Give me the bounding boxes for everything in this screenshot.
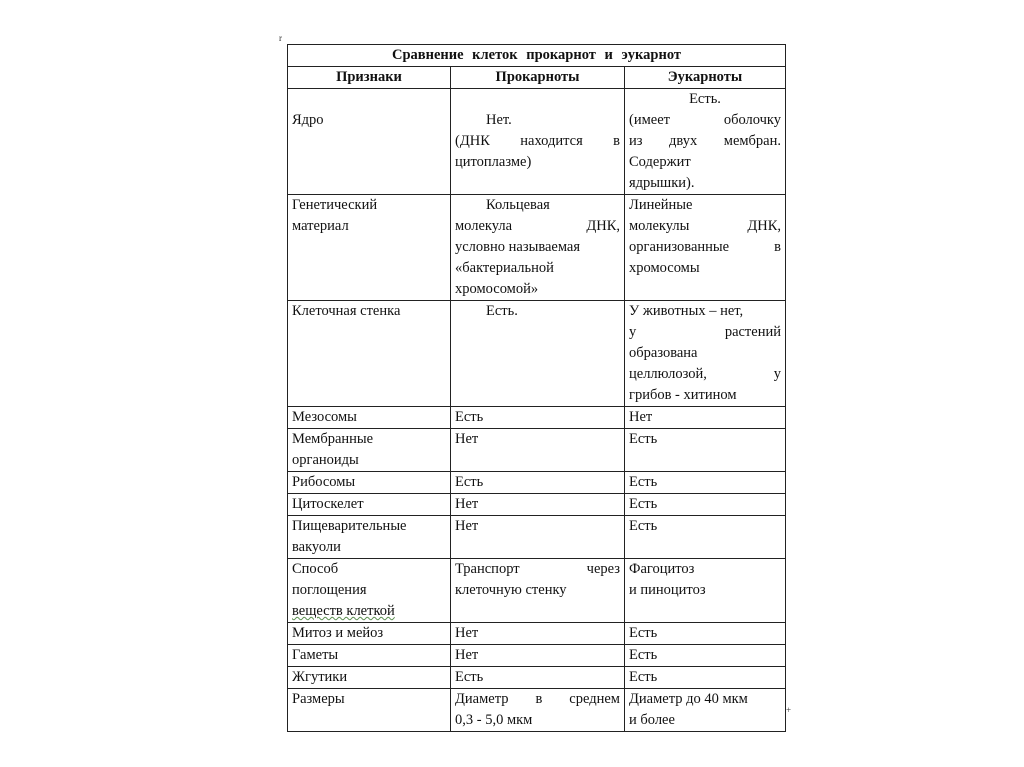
eukaryotes-text: Содержит [629, 154, 691, 170]
prokaryotes-cell [451, 89, 625, 195]
table-row [288, 516, 786, 559]
feature-text: Пищеварительные [292, 518, 407, 534]
eukaryotes-cell [625, 494, 786, 516]
feature-text: Жгутики [292, 669, 348, 685]
prokaryotes-text: Нет [455, 625, 479, 641]
feature-cell [288, 429, 451, 472]
table-row [288, 689, 786, 732]
prokaryotes-text: Нет [455, 496, 479, 512]
eukaryotes-cell [625, 645, 786, 667]
feature-cell [288, 301, 451, 407]
prokaryotes-text: Диаметр в среднем [455, 691, 620, 707]
table-row [288, 429, 786, 472]
prokaryotes-text: Есть [455, 474, 484, 490]
header-eukaryotes: Эукарноты [625, 67, 786, 89]
prokaryotes-text: Нет [455, 431, 479, 447]
eukaryotes-text: целлюлозой, у [629, 366, 781, 382]
eukaryotes-text: Есть. [689, 91, 721, 107]
table-row [288, 472, 786, 494]
feature-cell [288, 89, 451, 195]
prokaryotes-text: Есть [455, 409, 484, 425]
prokaryotes-cell [451, 472, 625, 494]
feature-cell [288, 667, 451, 689]
feature-text: Способ [292, 561, 339, 577]
prokaryotes-text: Нет [455, 518, 479, 534]
eukaryotes-cell [625, 667, 786, 689]
feature-text: вакуоли [292, 539, 341, 555]
eukaryotes-text: молекулы ДНК, [629, 218, 781, 234]
prokaryotes-text: Есть. [486, 303, 518, 319]
corner-mark-top-left: r [279, 33, 282, 43]
eukaryotes-text: Диаметр до 40 мкм [629, 691, 748, 707]
eukaryotes-text: и пиноцитоз [629, 582, 706, 598]
feature-cell [288, 494, 451, 516]
prokaryotes-cell [451, 689, 625, 732]
feature-text: Размеры [292, 691, 345, 707]
header-prokaryotes: Прокарноты [451, 67, 625, 89]
header-features: Признаки [288, 67, 451, 89]
prokaryotes-cell [451, 516, 625, 559]
feature-text: Цитоскелет [292, 496, 364, 512]
eukaryotes-text: образована [629, 345, 698, 361]
eukaryotes-text: Есть [629, 625, 658, 641]
feature-text: Ядро [292, 112, 324, 128]
feature-text: органоиды [292, 452, 359, 468]
table-row [288, 494, 786, 516]
eukaryotes-cell [625, 301, 786, 407]
prokaryotes-cell [451, 559, 625, 623]
prokaryotes-cell [451, 667, 625, 689]
eukaryotes-text: организованные в [629, 239, 781, 255]
prokaryotes-text: клеточную стенку [455, 582, 567, 598]
prokaryotes-text: молекула ДНК, [455, 218, 620, 234]
feature-text: веществ клеткой [292, 603, 395, 619]
feature-text: Генетический [292, 197, 378, 213]
eukaryotes-cell [625, 689, 786, 732]
prokaryotes-cell [451, 623, 625, 645]
table-title-row [288, 45, 786, 67]
table-title: Сравнение клеток прокарнот и эукарнот [288, 45, 786, 67]
eukaryotes-text: Есть [629, 496, 658, 512]
eukaryotes-cell [625, 407, 786, 429]
eukaryotes-cell [625, 559, 786, 623]
prokaryotes-text: Есть [455, 669, 484, 685]
eukaryotes-cell [625, 429, 786, 472]
table-row [288, 407, 786, 429]
feature-cell [288, 623, 451, 645]
table-row [288, 559, 786, 623]
prokaryotes-text: хромосомой» [455, 281, 539, 297]
prokaryotes-cell [451, 407, 625, 429]
prokaryotes-text: условно называемая [455, 239, 581, 255]
comparison-table [287, 44, 786, 732]
eukaryotes-cell [625, 516, 786, 559]
corner-mark-bottom-right: + [786, 705, 792, 715]
feature-cell [288, 472, 451, 494]
prokaryotes-cell [451, 301, 625, 407]
feature-cell [288, 516, 451, 559]
table-row [288, 301, 786, 407]
feature-text: Митоз и мейоз [292, 625, 384, 641]
eukaryotes-text: Есть [629, 518, 658, 534]
table-row [288, 667, 786, 689]
prokaryotes-text: цитоплазме) [455, 154, 532, 170]
eukaryotes-text: Линейные [629, 197, 693, 213]
eukaryotes-text: Есть [629, 669, 658, 685]
eukaryotes-text: из двух мембран. [629, 133, 781, 149]
table-row [288, 645, 786, 667]
prokaryotes-text: «бактериальной [455, 260, 554, 276]
eukaryotes-text: Есть [629, 647, 658, 663]
table-row [288, 623, 786, 645]
eukaryotes-text: Есть [629, 431, 658, 447]
feature-text: поглощения [292, 582, 367, 598]
table-header-row [288, 67, 786, 89]
eukaryotes-text: ядрышки). [629, 175, 695, 191]
eukaryotes-cell [625, 89, 786, 195]
feature-text: материал [292, 218, 349, 234]
feature-text: Рибосомы [292, 474, 356, 490]
eukaryotes-text: и более [629, 712, 675, 728]
feature-cell [288, 689, 451, 732]
eukaryotes-text: Есть [629, 474, 658, 490]
table-row [288, 89, 786, 195]
eukaryotes-text: Нет [629, 409, 653, 425]
eukaryotes-text: у растений [629, 324, 781, 340]
eukaryotes-cell [625, 472, 786, 494]
eukaryotes-text: грибов - хитином [629, 387, 737, 403]
eukaryotes-cell [625, 195, 786, 301]
prokaryotes-text: 0,3 - 5,0 мкм [455, 712, 533, 728]
feature-text: Мезосомы [292, 409, 357, 425]
prokaryotes-cell [451, 195, 625, 301]
feature-cell [288, 645, 451, 667]
eukaryotes-text: (имеет оболочку [629, 112, 781, 128]
eukaryotes-text: У животных – нет, [629, 303, 744, 319]
eukaryotes-text: Фагоцитоз [629, 561, 695, 577]
prokaryotes-cell [451, 494, 625, 516]
prokaryotes-text: Транспорт через [455, 561, 620, 577]
prokaryotes-text: (ДНК находится в [455, 133, 620, 149]
eukaryotes-text: хромосомы [629, 260, 700, 276]
prokaryotes-cell [451, 429, 625, 472]
prokaryotes-text: Нет [455, 647, 479, 663]
feature-text: Клеточная стенка [292, 303, 401, 319]
prokaryotes-text: Кольцевая [486, 197, 550, 213]
eukaryotes-cell [625, 623, 786, 645]
feature-text: Гаметы [292, 647, 339, 663]
table-row [288, 195, 786, 301]
feature-text: Мембранные [292, 431, 374, 447]
prokaryotes-cell [451, 645, 625, 667]
prokaryotes-text: Нет. [486, 112, 512, 128]
feature-cell [288, 559, 451, 623]
feature-cell [288, 407, 451, 429]
feature-cell [288, 195, 451, 301]
